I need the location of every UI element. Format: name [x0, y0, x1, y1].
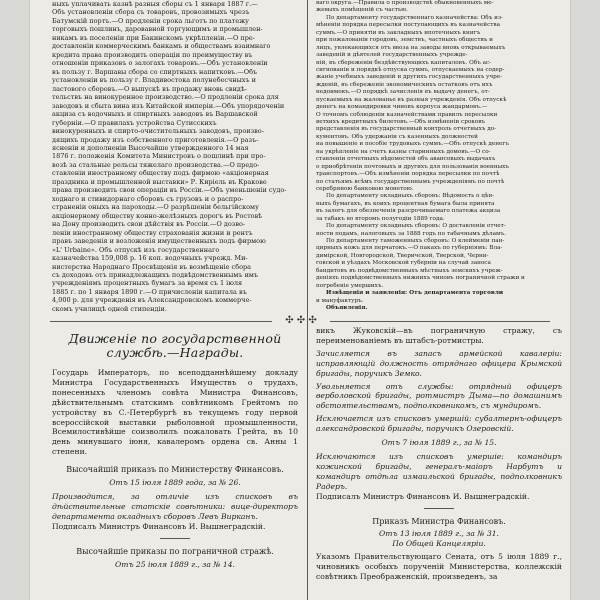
signature-line-2: Подписалъ Министръ Финансовъ И. Вышнеградскій. [316, 491, 530, 501]
text-line: отношеніи приказовъ о залогахъ товаровъ.—Объ установленіи [52, 59, 268, 68]
text-line: дящихъ продажу изъ собственного приготовленія.—О разъ- [52, 135, 259, 144]
text-line: праздника и промышленной выставки» Р. Киріель въ Кракове [52, 177, 267, 186]
text-line: ставленіи отчетныхъ вѣдомостей объ авансовыхъ выдачахъ [316, 156, 496, 163]
text-line: жаніе учебныхъ заведеній и другихъ государственныхъ учре- [316, 74, 503, 81]
deceased-paragraph: Исключается изъ списковъ умершій: субалтернъ-офицеръ александровской бригады, поручикъ Озеровскій. [316, 414, 562, 434]
minister-order-heading: Приказъ Министра Финансовъ. [372, 516, 506, 526]
text-line: за табакъ во второмъ полугодіи 1889 года. [316, 215, 445, 222]
transfer-paragraph: викъ Жуковскій—въ пограничную стражу, съ переименованіемъ въ штабсъ-ротмистры. [316, 326, 562, 345]
text-line: ній, въ сбереженіи бездѣйствующихъ капиталовъ. Объ ас- [316, 59, 492, 66]
text-line: установленіи въ пользу г. Владивостока полунебесчныхъ и [52, 76, 256, 85]
text-line: въ пользу г. Варшавы сбора со спиртныхъ напитковъ.—Объ [52, 67, 258, 76]
text-line: никамъ въ поселеніи при Бакинскомъ укрѣпленіи.—О пре- [52, 33, 255, 42]
reserve-paragraph: Зачисляется въ запасъ армейской кавалеріи: исправляющій должность отряднаго офицера Крымской бригады, поручикъ Земко. [316, 348, 562, 378]
order-heading: Высочайшій приказъ по Министерству Финансовъ. [66, 465, 284, 475]
text-line: заведеній и дѣятелей государственныхъ учрежде- [316, 52, 468, 59]
separator-line-left [50, 321, 272, 322]
text-line: жденій, въ сбереженіе экономическихъ остатковъ отъ ихъ [316, 81, 493, 88]
deceased-paragraph-2: Исключаются изъ списковъ умершіе: командиръ кожинской бригады, генералъ-маіоръ Нарбутъ и командиръ отдѣла измаильской бригады, подполковникъ Радеръ. [316, 451, 562, 491]
text-line: и мануфактуръ. [316, 297, 364, 304]
text-line: акциза съ водочныхъ и спиртныхъ заводовъ въ Варшавской [52, 110, 258, 119]
order-date: Отъ 15 іюля 1889 года, за № 26. [109, 478, 241, 488]
text-line: По департаменту таможенныхъ сборовъ: О клейменіи пан- [326, 238, 505, 244]
order-date-border-guard: Отъ 25 іюля 1889 г., за № 14. [115, 559, 235, 569]
minister-order-date: Отъ 13 іюля 1889 г., за № 31. [379, 529, 499, 539]
text-line: доставленіи коммерческимъ банкамъ и обществамъ взаимнаго [52, 42, 271, 51]
text-line: погребеніе умершихъ. [316, 282, 384, 289]
bottom-right-column [316, 326, 562, 582]
text-line: цирныхъ кожъ для перчатокъ.—О пакахъ по губерніямъ: Вла- [316, 245, 503, 252]
text-line: въ залогъ для обезпеченія разсрочиваемаго платежа акциза [316, 208, 501, 215]
text-line: По департаменту государственнаго казначейства: Объ из- [326, 14, 503, 21]
order-heading-border-guard: Высочайшіе приказы по пограничной стражѣ. [76, 546, 274, 556]
text-line: говской и уѣздахъ Московской губерніи на случай заноса [316, 260, 491, 267]
order-date-2: Отъ 7 іюля 1889 г., за № 15. [381, 438, 497, 448]
senate-decree-paragraph: Указомъ Правительствующаго Сената, отъ 5 іюля 1889 г., чиновникъ особыхъ порученій Министерства, коллежскій совѣтникъ Преображенскій, произведенъ, за [316, 552, 562, 582]
text-line: димірской, Новгородской, Тверичской, Тверской, Черни- [316, 252, 489, 259]
text-line: права производить свои операціи въ Россіи.—Объ уменьшеніи судо- [52, 186, 287, 195]
separator-line-right [330, 321, 550, 322]
text-line: по статьямъ всѣмъ государственнымъ учрежденіямъ по почтѣ [316, 178, 505, 185]
text-line: кредита права производить операціи по преимуществу въ [52, 50, 253, 59]
text-line: о приобрѣтеніи почтовыхъ и другихъ для пользованія военныхъ [316, 163, 509, 170]
text-line: акціонерному обществу конно-желѣзныхъ дорогъ въ Ростовѣ [52, 211, 263, 220]
text-line: ныхъ уплачивать казнѣ разныя сборы съ 1 января 1887 г.— [52, 0, 258, 8]
text-line: 1876 г. положенія Комитета Министровъ о пошлинѣ при про- [52, 152, 266, 161]
text-line: на Дону производить свои дѣйствія въ Россіи.—О дозво- [52, 220, 246, 229]
text-line: ставленіи иностранному обществу подъ фирмою «акціонерная [52, 169, 269, 178]
text-line: «L' Urbaine». Объ отпускѣ изъ государственнаго [52, 245, 220, 254]
award-paragraph: Государь Императоръ, по всеподданнѣйшему докладу Министра Государственныхъ Имуществъ о трудахъ, понесенныхъ членомъ совѣта Министра Финансовъ, дѣйствительнымъ статскимъ совѣтникомъ Грейтомъ по устройству въ С.-Петербургѣ въ текущемъ году первой всероссійской выставки рыболовной промышленности, Всемилостивѣйше соизволилъ пожаловать Грейта, въ 10 день минувшаго іюня, кавалеромъ ордена св. Анны 1 степени. [52, 368, 298, 457]
text-line: ластового сборовъ.—О выпускѣ въ продажу вновь свидѣ- [52, 84, 248, 93]
text-line: ветхихъ кредитныхъ билетовъ.—Объ измѣненіи сроковъ [316, 119, 486, 125]
text-line: при пожалованіи городовъ, земствъ, частныхъ обществъ и [316, 37, 493, 44]
top-right-column [316, 0, 562, 312]
text-line: заводовъ и сбыта вина изъ Китайской имперіи.—Объ упорядоченіи [52, 101, 285, 110]
text-line: нистерства Народнаго Просвѣщенія въ возмѣщеніе сбора [52, 262, 252, 271]
text-line: пускаемыхъ на жалованье въ разныя учрежденія. Объ отпускѣ [316, 96, 507, 103]
separator-ornament: ✣ ✣ ✣ [285, 315, 317, 326]
text-line: скомъ училищѣ одной стипендіи. [52, 304, 167, 313]
text-line: правъ заведенія и возложенія имущественныхъ подъ фирмою [52, 237, 266, 246]
text-line: Объявленія. [326, 304, 368, 311]
text-line: леніи иностранному обществу страхованія жизни и рентъ [52, 228, 253, 237]
text-line: жевыхъ помѣщеній съ частью. [316, 7, 408, 14]
column-divider [307, 0, 308, 600]
text-line: недоимокъ.—О порядкѣ зачисленія въ выдачу денегъ, от- [316, 89, 490, 96]
text-line: губерніи.—О правилахъ устройства Сутисскихъ [52, 118, 217, 127]
section-title: Движеніе по государственной службѣ.—Награды. [68, 331, 282, 360]
text-line: страненіи оныхъ на пароходы.—О разрѣшеніи бельгійскому [52, 203, 259, 212]
text-line: лицъ, увлекающихся отъ ввоза на заводы вновь открываемыхъ [316, 44, 506, 51]
text-line: винокуренныхъ и спирто-очистительныхъ заводовъ, произво- [52, 127, 264, 136]
text-line: О точномъ соблюденіи казначействами правилъ пересылки [316, 111, 498, 118]
text-line: Объ установленіи сбора съ товаровъ, провозимыхъ чрезъ [52, 8, 250, 17]
text-line: торговыхъ пошлинъ, даровавной торгующимъ и промышлен- [52, 25, 263, 34]
text-line: бандитовъ въ подвѣдомственныхъ мѣстныхъ земскихъ учреж- [316, 267, 503, 274]
text-line: транспортовъ.—Объ измѣненіи порядка пересылки по почтѣ [316, 171, 500, 178]
text-line: По департаменту окладныхъ сборовъ: Вѣдомость о цѣн- [326, 193, 495, 200]
text-line: Извѣщенія и заявленія: Отъ департамента торговли [326, 290, 504, 297]
text-line: серебряною банковою монетою. [316, 185, 414, 192]
text-line: ясненіи и дополненіи Высочайше утвержденного 14 мая [52, 143, 249, 152]
short-rule [160, 538, 190, 539]
text-line: Батумскій портъ.—О продленіи срока льготъ по платежу [52, 16, 249, 25]
text-line: ходнаго и стивидорнаго сборовъ съ грузовъ и о распро- [52, 194, 244, 203]
text-line: По департаменту окладныхъ сборовъ: О доставленіи отчет- [326, 223, 506, 230]
text-line: представленія въ государственный контроль отчетныхъ до- [316, 126, 497, 133]
text-line: съ доходовъ отъ принадлежащихъ подвѣдомственнымъ имъ [52, 271, 259, 279]
short-rule-2 [424, 508, 454, 509]
bottom-left-column [52, 326, 298, 569]
top-left-column [52, 0, 298, 313]
text-line: возѣ за стальные рельсы тяжелаго производства.—О предо- [52, 160, 260, 169]
text-line: денегъ на командировки чиновъ корпуса жандармовъ.— [316, 104, 488, 111]
signature-line: Подписалъ Министръ Финансовъ И. Вышнеградскій. [52, 521, 266, 531]
text-line: 1885 г. по 1 января 1890 г.—О причисленіи капитала въ [52, 287, 247, 296]
text-line: мѣненіи порядка пересылки поступающихъ въ казначейства [316, 22, 500, 29]
text-line: на укрѣпленіе на счетъ казны старинныхъ домовъ.—О со- [316, 148, 491, 155]
minister-order-dept: По Общей Канцеляріи. [392, 539, 486, 549]
text-line: кументовъ. Объ удержаніи съ казенныхъ должностей [316, 133, 478, 140]
text-line: учрежденіямъ процентныхъ бумагъ за время съ 1 іюля [52, 279, 243, 288]
text-line: на повышеніе и пособіе трудовыхъ суммъ.—Объ отпускѣ денегъ [316, 141, 509, 148]
text-line: суммъ.—О принятіи въ закладныхъ ипотечныхъ книгъ [316, 29, 481, 36]
text-line: ности подамъ, налоговыхъ за 1888 годъ по табачнымъ дѣламъ. [316, 230, 506, 237]
text-line: тельствъ на винокуренное производство.—О продленіи срока для [52, 93, 279, 102]
text-line: деніяхъ подвѣдомственныхъ нижнихъ чиновъ пограничной стражи и [316, 275, 525, 282]
text-line: ныхъ бумагахъ, въ коихъ процентная бумага была принята [316, 200, 495, 207]
text-line: казначейства 159,008 р. 16 коп. водочныхъ учрежд. Ми- [52, 254, 248, 263]
text-line: сигнованіи и порядкѣ отпуска суммъ, отпускаемыхъ на содер- [316, 66, 505, 73]
promotion-paragraph: Производится, за отличіе изъ списковъ въ дѣйствительные статскіе совѣтники: вице-директоръ департамента окладныхъ сборовъ Левъ Вирканъ. [52, 491, 298, 521]
section-separator [50, 315, 550, 326]
newspaper-page [30, 0, 570, 600]
dismissal-paragraph: Увольняется отъ службы: отрядный офицеръ верболовской бригады, ротмистръ Дыма—по домашнимъ обстоятельствамъ, подполковникомъ, съ мундиромъ. [316, 381, 562, 411]
text-line: ваго округа.—Правила о производствѣ обыкновенныхъ ме- [316, 0, 494, 6]
text-line: 4,000 р. для учрежденія въ Александровскомъ коммерче- [52, 296, 252, 305]
